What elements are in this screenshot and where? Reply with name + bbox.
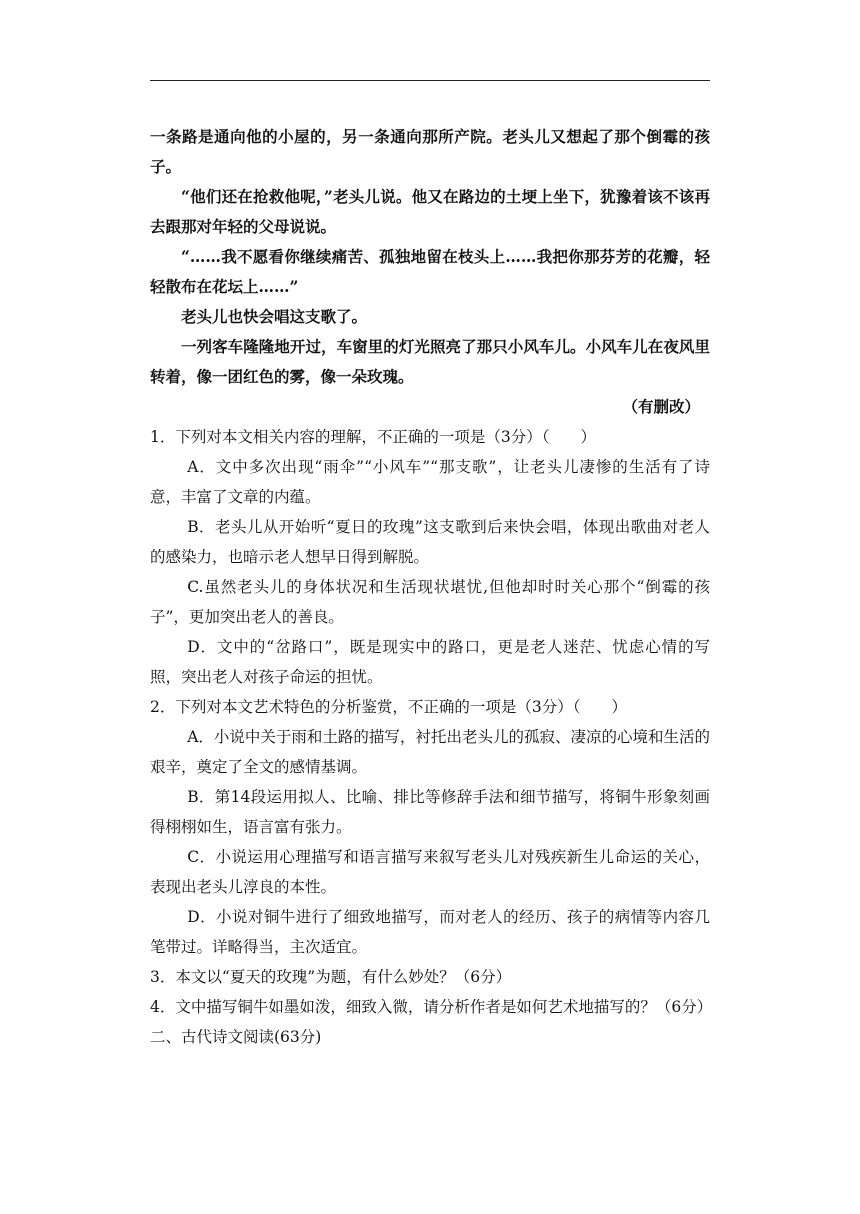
question-stem: 3．本文以“夏天的玫瑰”为题，有什么妙处？（6分） bbox=[150, 968, 512, 986]
header-rule bbox=[150, 80, 710, 81]
question-option: D．小说对铜牛进行了细致地描写，而对老人的经历、孩子的病情等内容几笔带过。详略得当，主次适宜。 bbox=[150, 908, 710, 956]
question-stem: 2．下列对本文艺术特色的分析鉴赏，不正确的一项是（3分）（ ） bbox=[150, 698, 627, 716]
passage-paragraph: “……我不愿看你继续痛苦、孤独地留在枝头上……我把你那芬芳的花瓣，轻轻散布在花坛上……” bbox=[150, 247, 710, 296]
document-body bbox=[150, 122, 713, 1052]
passage-paragraph: 一条路是通向他的小屋的，另一条通向那所产院。老头儿又想起了那个倒霉的孩子。 bbox=[150, 127, 710, 176]
question-stem: 4．文中描写铜牛如墨如泼，细致入微，请分析作者是如何艺术地描写的？（6分） bbox=[150, 998, 713, 1016]
passage-paragraph: 老头儿也快会唱这支歌了。 bbox=[181, 307, 368, 326]
question-option: B．老头儿从开始听“夏日的玫瑰”这支歌到后来快会唱，体现出歌曲对老人的感染力，也暗示老人想早日得到解脱。 bbox=[150, 518, 710, 566]
question-option: C．小说运用心理描写和语言描写来叙写老头儿对残疾新生儿命运的关心，表现出老头儿淳良的本性。 bbox=[150, 848, 710, 896]
source-note: （有删改） bbox=[622, 397, 700, 416]
section-heading: 二、古代诗文阅读(63分) bbox=[150, 1028, 322, 1046]
question-option: A．小说中关于雨和土路的描写，衬托出老头儿的孤寂、凄凉的心境和生活的艰辛，奠定了全文的感情基调。 bbox=[150, 728, 710, 776]
question-option: C.虽然老头儿的身体状况和生活现状堪忧,但他却时时关心那个“倒霉的孩子”，更加突出老人的善良。 bbox=[150, 578, 710, 626]
question-option: B．第14段运用拟人、比喻、排比等修辞手法和细节描写，将铜牛形象刻画得栩栩如生，语言富有张力。 bbox=[150, 788, 710, 836]
question-option: A．文中多次出现“雨伞”“小风车”“那支歌”，让老头儿凄惨的生活有了诗意，丰富了文章的内蕴。 bbox=[150, 458, 710, 506]
passage-paragraph: 一列客车隆隆地开过，车窗里的灯光照亮了那只小风车儿。小风车儿在夜风里转着，像一团红色的雾，像一朵玫瑰。 bbox=[150, 337, 710, 386]
passage-paragraph: “他们还在抢救他呢，”老头儿说。他又在路边的土埂上坐下，犹豫着该不该再去跟那对年轻的父母说说。 bbox=[150, 187, 710, 236]
question-option: D．文中的“岔路口”，既是现实中的路口，更是老人迷茫、忧虑心情的写照，突出老人对孩子命运的担忧。 bbox=[150, 638, 710, 686]
question-stem: 1．下列对本文相关内容的理解，不正确的一项是（3分）（ ） bbox=[150, 428, 596, 446]
